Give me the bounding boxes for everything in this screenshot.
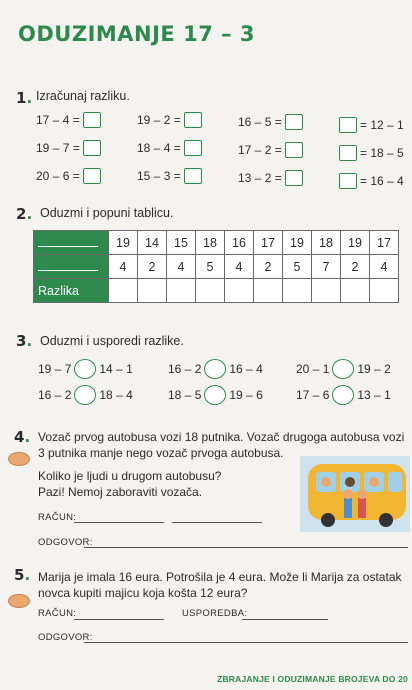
- table-cell: 2: [254, 255, 283, 279]
- table-cell: 18: [196, 231, 225, 255]
- answer-line[interactable]: [84, 641, 408, 643]
- answer-box[interactable]: [184, 168, 202, 184]
- table-cell: 5: [283, 255, 312, 279]
- task4-racun-label: RAČUN:: [38, 512, 77, 523]
- task1-eq: 18 – 4 =: [137, 140, 202, 156]
- table-cell: 4: [109, 255, 138, 279]
- table-cell: 15: [167, 231, 196, 255]
- compare-pair: 20 – 1 19 – 2: [296, 359, 391, 379]
- answer-line[interactable]: [74, 521, 164, 523]
- task5-text-line2: novca kupiti majicu koja košta 12 eura?: [38, 586, 248, 600]
- table-label-cell: [34, 231, 109, 255]
- table-cell: 16: [225, 231, 254, 255]
- answer-cell[interactable]: [370, 279, 399, 303]
- task1-eq: 17 – 2 =: [238, 142, 303, 158]
- task5-text-line1: Marija je imala 16 eura. Potrošila je 4 eura. Može li Marija za ostatak: [38, 570, 402, 584]
- hand-icon: [8, 594, 30, 608]
- page-title: [18, 22, 255, 46]
- title-numbers: 17 – 3: [183, 22, 256, 46]
- task1-eq: = 16 – 4: [339, 173, 404, 189]
- task1-eq: 19 – 7 =: [36, 140, 101, 156]
- task5-number: 5.: [14, 566, 31, 584]
- page-footer: ZBRAJANJE I ODUZIMANJE BROJEVA DO 20: [217, 674, 408, 684]
- compare-pair: 16 – 2 18 – 4: [38, 385, 133, 405]
- table-row: [34, 255, 399, 279]
- table-cell: 19: [341, 231, 370, 255]
- table-cell: 7: [312, 255, 341, 279]
- compare-circle[interactable]: [332, 385, 354, 405]
- table-cell: 4: [225, 255, 254, 279]
- answer-line[interactable]: [172, 521, 262, 523]
- task3-instruction: Oduzmi i usporedi razlike.: [40, 334, 184, 348]
- compare-circle[interactable]: [74, 359, 96, 379]
- task1-eq: 15 – 3 =: [137, 168, 202, 184]
- answer-cell[interactable]: [283, 279, 312, 303]
- task5-odgovor-label: ODGOVOR:: [38, 632, 93, 643]
- table-cell: 5: [196, 255, 225, 279]
- table-cell: 2: [341, 255, 370, 279]
- compare-circle[interactable]: [332, 359, 354, 379]
- compare-pair: 18 – 5 19 – 6: [168, 385, 263, 405]
- table-cell: 17: [370, 231, 399, 255]
- answer-cell[interactable]: [138, 279, 167, 303]
- answer-box[interactable]: [83, 140, 101, 156]
- compare-circle[interactable]: [204, 359, 226, 379]
- task4-text-line2: 3 putnika manje nego vozač prvoga autobusa.: [38, 446, 284, 460]
- table-label-razlika: Razlika: [34, 279, 109, 303]
- table-row: [34, 279, 399, 303]
- table-cell: 19: [109, 231, 138, 255]
- answer-cell[interactable]: [254, 279, 283, 303]
- task3-number: 3.: [16, 332, 33, 350]
- task2-instruction: Oduzmi i popuni tablicu.: [40, 206, 174, 220]
- task4-number: 4.: [14, 428, 31, 446]
- task1-eq: 19 – 2 =: [137, 112, 202, 128]
- table-cell: 17: [254, 231, 283, 255]
- answer-box[interactable]: [83, 168, 101, 184]
- task5-racun-label: RAČUN:: [38, 608, 77, 619]
- answer-line[interactable]: [242, 618, 328, 620]
- answer-cell[interactable]: [167, 279, 196, 303]
- answer-box[interactable]: [184, 112, 202, 128]
- task4-question: Koliko je ljudi u drugom autobusu?: [38, 469, 222, 483]
- task4-odgovor-label: ODGOVOR:: [38, 537, 93, 548]
- task1-eq: 20 – 6 =: [36, 168, 101, 184]
- task2-number: 2.: [16, 205, 33, 223]
- answer-cell[interactable]: [196, 279, 225, 303]
- task1-eq: 17 – 4 =: [36, 112, 101, 128]
- compare-circle[interactable]: [74, 385, 96, 405]
- table-cell: 2: [138, 255, 167, 279]
- task1-eq: 16 – 5 =: [238, 114, 303, 130]
- table-cell: 4: [370, 255, 399, 279]
- task4-note: Pazi! Nemoj zaboraviti vozača.: [38, 485, 203, 499]
- task1-number: 1.: [16, 89, 33, 107]
- answer-line[interactable]: [74, 618, 164, 620]
- task1-eq: = 18 – 5: [339, 145, 404, 161]
- task1-eq: 13 – 2 =: [238, 170, 303, 186]
- task5-usporedba-label: USPOREDBA:: [182, 608, 248, 619]
- answer-box[interactable]: [285, 170, 303, 186]
- compare-pair: 19 – 7 14 – 1: [38, 359, 133, 379]
- answer-box[interactable]: [339, 117, 357, 133]
- answer-box[interactable]: [339, 173, 357, 189]
- hand-icon: [8, 452, 30, 466]
- subtraction-table: [33, 230, 399, 303]
- table-cell: 14: [138, 231, 167, 255]
- task4-text-line1: Vozač prvog autobusa vozi 18 putnika. Vozač drugoga autobusa vozi: [38, 430, 405, 444]
- table-row: [34, 231, 399, 255]
- answer-box[interactable]: [285, 114, 303, 130]
- answer-line[interactable]: [84, 546, 408, 548]
- table-label-cell: [34, 255, 109, 279]
- compare-circle[interactable]: [204, 385, 226, 405]
- task1-eq: = 12 – 1: [339, 117, 404, 133]
- answer-box[interactable]: [184, 140, 202, 156]
- table-cell: 19: [283, 231, 312, 255]
- answer-cell[interactable]: [225, 279, 254, 303]
- answer-cell[interactable]: [312, 279, 341, 303]
- bus-illustration: [300, 456, 410, 532]
- answer-box[interactable]: [339, 145, 357, 161]
- task1-instruction: Izračunaj razliku.: [36, 89, 130, 103]
- compare-pair: 16 – 2 16 – 4: [168, 359, 263, 379]
- table-cell: 4: [167, 255, 196, 279]
- title-main: ODUZIMANJE: [18, 22, 176, 46]
- answer-box[interactable]: [285, 142, 303, 158]
- answer-cell[interactable]: [341, 279, 370, 303]
- answer-box[interactable]: [83, 112, 101, 128]
- compare-pair: 17 – 6 13 – 1: [296, 385, 391, 405]
- table-cell: 18: [312, 231, 341, 255]
- answer-cell[interactable]: [109, 279, 138, 303]
